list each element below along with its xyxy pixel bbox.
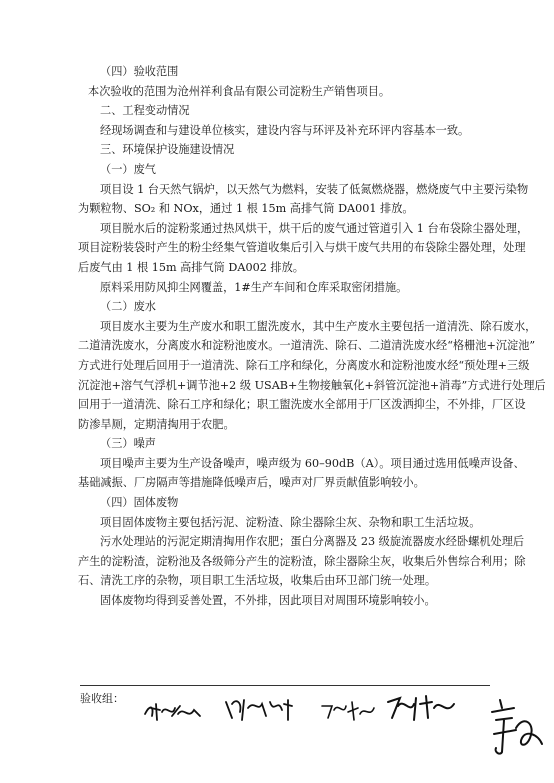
paragraph-line: 基础减振、厂房隔声等措施降低噪声后，噪声对厂界贡献值影响较小。 <box>78 476 425 490</box>
review-group-label: 验收组： <box>80 692 124 705</box>
signature-4 <box>384 692 458 724</box>
paragraph-line: 后废气由 1 根 15m 高排气筒 DA002 排放。 <box>78 260 304 274</box>
subsection-heading: （一）废气 <box>100 162 156 176</box>
signature-3 <box>318 698 378 724</box>
paragraph-line: 原料采用防风抑尘网覆盖，1#生产车间和仓库采取密闭措施。 <box>100 280 408 294</box>
section-heading: 二、工程变动情况 <box>100 104 190 118</box>
section-heading: （四）验收范围 <box>100 65 179 78</box>
paragraph-line: 回用于一道清洗、除石工序和绿化；职工盥洗废水全部用于厂区泼洒抑尘，不外排，厂区设 <box>78 398 526 412</box>
footer-divider <box>80 685 490 686</box>
paragraph-line: 项目淀粉装袋时产生的粉尘经集气管道收集后引入与烘干废气共用的布袋除尘器处理，处理 <box>78 241 526 255</box>
paragraph: 本次验收的范围为沧州祥利食品有限公司淀粉生产销售项目。 <box>88 84 391 98</box>
document-body <box>78 62 546 611</box>
subsection-heading: （四）固体废物 <box>100 496 179 510</box>
section-heading: 三、环境保护设施建设情况 <box>100 143 235 157</box>
paragraph-line: 项目脱水后的淀粉浆通过热风烘干，烘干后的废气通过管道引入 1 台布袋除尘器处理， <box>100 221 529 235</box>
paragraph: 经现场调查和与建设单位核实，建设内容与环评及补充环评内容基本一致。 <box>100 123 470 137</box>
paragraph-line: 项目设 1 台天然气锅炉，以天然气为燃料，安装了低氮燃烧器，燃烧废气中主要污染物 <box>100 182 529 196</box>
signature-5 <box>486 694 546 760</box>
subsection-heading: （二）废水 <box>100 300 156 314</box>
paragraph-line: 防渗旱厕，定期清掏用于农肥。 <box>78 417 235 431</box>
paragraph-line: 项目噪声主要为生产设备噪声，噪声级为 60–90dB（A）。项目通过选用低噪声设备、 <box>100 456 525 470</box>
paragraph-line: 污水处理站的污泥定期清掏用作农肥；蛋白分离器及 23 级旋流器废水经卧螺机处理后 <box>100 535 525 549</box>
paragraph-line: 项目固体废物主要包括污泥、淀粉渣、除尘器除尘灰、杂物和职工生活垃圾。 <box>100 515 481 529</box>
paragraph-line: 产生的淀粉渣，淀粉池及各级筛分产生的淀粉渣，除尘器除尘灰，收集后外售综合利用；除 <box>78 554 526 568</box>
paragraph-line: 方式进行处理后回用于一道清洗、除石工序和绿化，分离废水和淀粉池废水经“预处理+三级 <box>78 358 530 372</box>
paragraph-line: 沉淀池+溶气气浮机+调节池+2 级 USAB+生物接触氧化+斜管沉淀池+消毒”方式进行处理后 <box>78 378 546 392</box>
paragraph-line: 项目废水主要为生产废水和职工盥洗废水，其中生产废水主要包括一道清洗、除石废水， <box>100 319 537 333</box>
signature-2 <box>222 694 304 726</box>
paragraph-line: 固体废物均得到妥善处置，不外排，因此项目对周围环境影响较小。 <box>100 594 436 608</box>
paragraph-line: 二道清洗废水，分离废水和淀粉池废水。一道清洗、除石、二道清洗废水经“格栅池+沉淀池” <box>78 339 536 353</box>
subsection-heading: （三）噪声 <box>100 437 156 451</box>
paragraph-line: 为颗粒物、SO₂ 和 NOx，通过 1 根 15m 高排气筒 DA001 排放。 <box>78 202 414 216</box>
paragraph-line: 石、清洗工序的杂物，项目职工生活垃圾，收集后由环卫部门统一处理。 <box>78 574 437 588</box>
signature-1 <box>142 698 206 726</box>
